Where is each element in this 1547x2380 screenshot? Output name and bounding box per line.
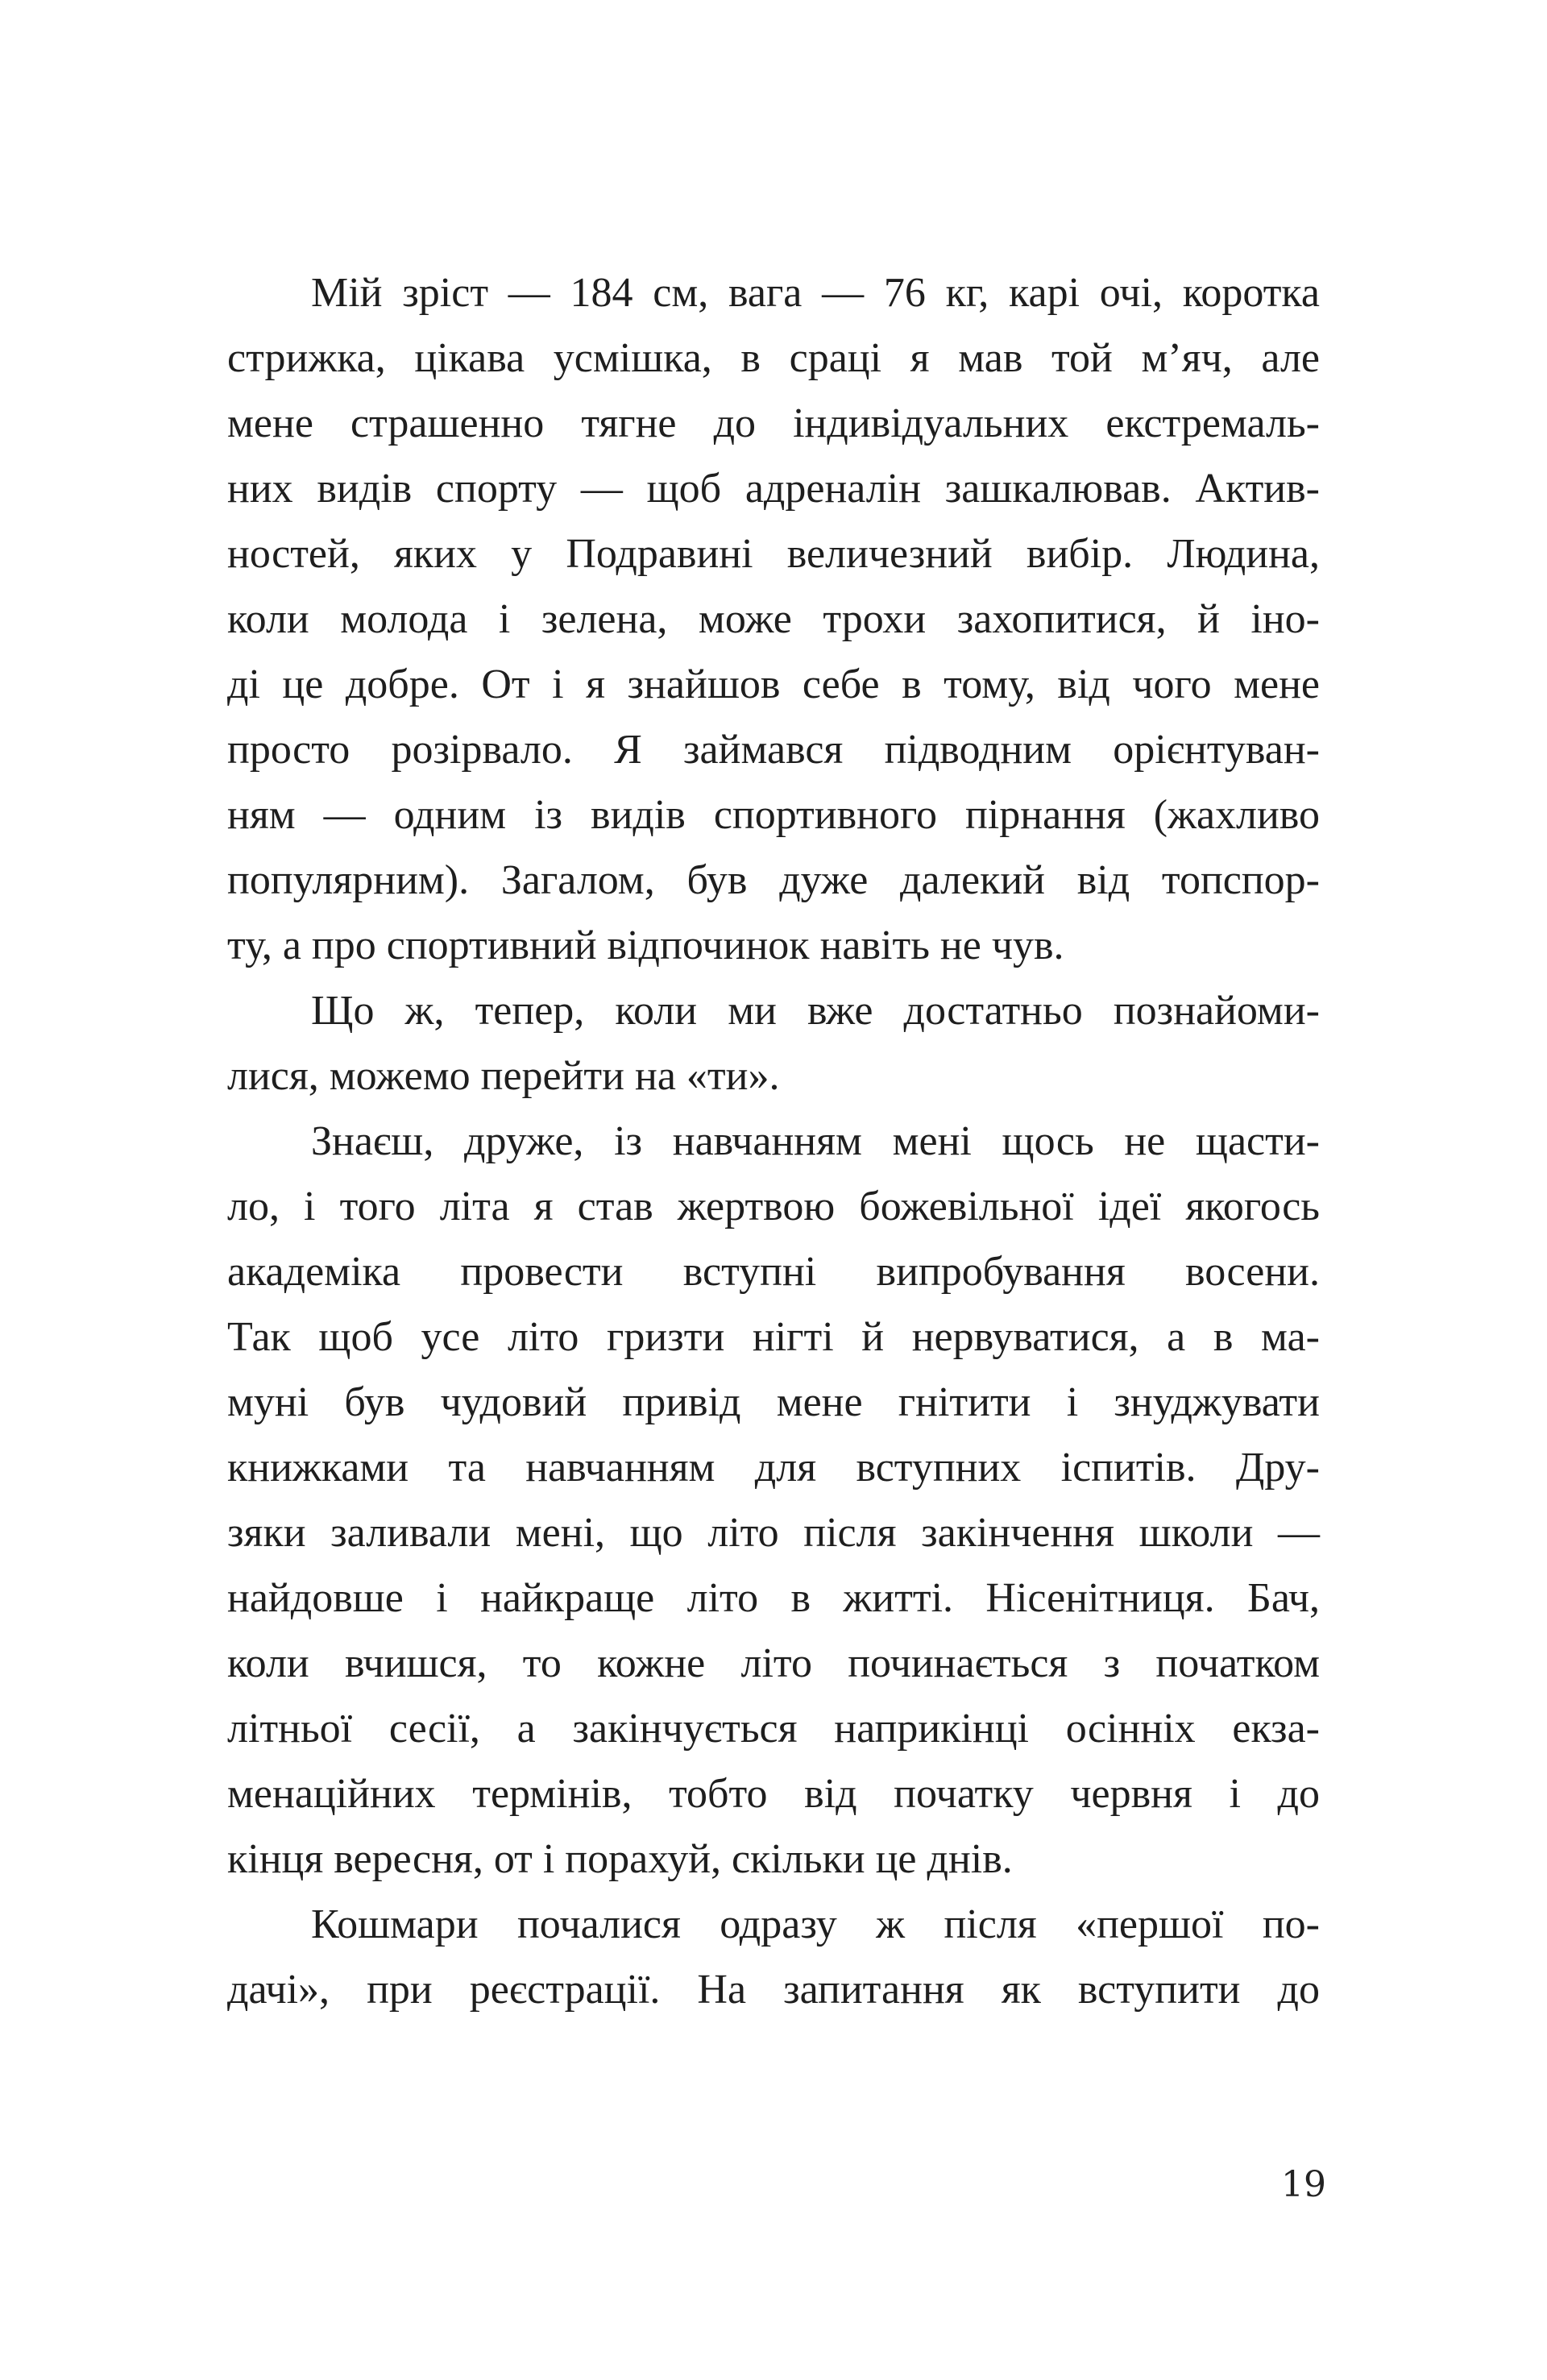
- text-line: ло, і того літа я став жертвою божевільної ідеї якогось: [227, 1184, 1320, 1229]
- body-text: [227, 260, 1320, 2022]
- page-number: 19: [1281, 2164, 1326, 2205]
- text-line: ді це добре. От і я знайшов себе в тому, від чого мене: [227, 661, 1320, 707]
- text-line: мене страшенно тягне до індивідуальних екстремаль-: [227, 400, 1320, 446]
- text-line: ностей, яких у Подравині величезний вибір. Людина,: [227, 531, 1320, 577]
- text-line: коли молода і зелена, може трохи захопитися, й іно-: [227, 596, 1320, 642]
- text-line: кінця вересня, от і порахуй, скільки це днів.: [227, 1836, 1013, 1882]
- text-line: муні був чудовий привід мене гнітити і знуджувати: [227, 1379, 1320, 1425]
- text-line: ням — одним із видів спортивного пірнання (жахливо: [227, 792, 1320, 838]
- text-line: Знаєш, друже, із навчанням мені щось не щасти-: [311, 1118, 1320, 1164]
- text-line: академіка провести вступні випробування восени.: [227, 1249, 1320, 1295]
- text-line: ту, а про спортивний відпочинок навіть не чув.: [227, 923, 1064, 968]
- text-line: лися, можемо перейти на «ти».: [227, 1053, 780, 1099]
- text-line: популярним). Загалом, був дуже далекий від топспор-: [227, 857, 1320, 903]
- text-line: зяки заливали мені, що літо після закінчення школи —: [227, 1510, 1320, 1556]
- text-line: літньої сесії, а закінчується наприкінці осінніх екза-: [227, 1706, 1320, 1752]
- text-line: Так щоб усе літо гризти нігті й нервуватися, а в ма-: [227, 1314, 1320, 1360]
- text-line: менаційних термінів, тобто від початку червня і до: [227, 1771, 1320, 1817]
- text-line: книжками та навчанням для вступних іспитів. Дру-: [227, 1445, 1320, 1491]
- text-line: дачі», при реєстрації. На запитання як вступити до: [227, 1967, 1320, 2013]
- text-line: Мій зріст — 184 см, вага — 76 кг, карі очі, коротка: [311, 270, 1320, 316]
- text-line: стрижка, цікава усмішка, в сраці я мав той м’яч, але: [227, 335, 1320, 381]
- text-line: Кошмари почалися одразу ж після «першої по-: [311, 1901, 1320, 1947]
- text-line: Що ж, тепер, коли ми вже достатньо познайоми-: [311, 988, 1320, 1034]
- text-line: них видів спорту — щоб адреналін зашкалював. Актив-: [227, 466, 1320, 512]
- paragraph: [227, 1892, 1320, 2022]
- paragraph: [227, 978, 1320, 1109]
- paragraph: [227, 260, 1320, 978]
- text-line: просто розірвало. Я займався підводним орієнтуван-: [227, 727, 1320, 773]
- paragraph: [227, 1109, 1320, 1892]
- text-line: коли вчишся, то кожне літо починається з початком: [227, 1640, 1320, 1686]
- text-line: найдовше і найкраще літо в житті. Нісенітниця. Бач,: [227, 1575, 1320, 1621]
